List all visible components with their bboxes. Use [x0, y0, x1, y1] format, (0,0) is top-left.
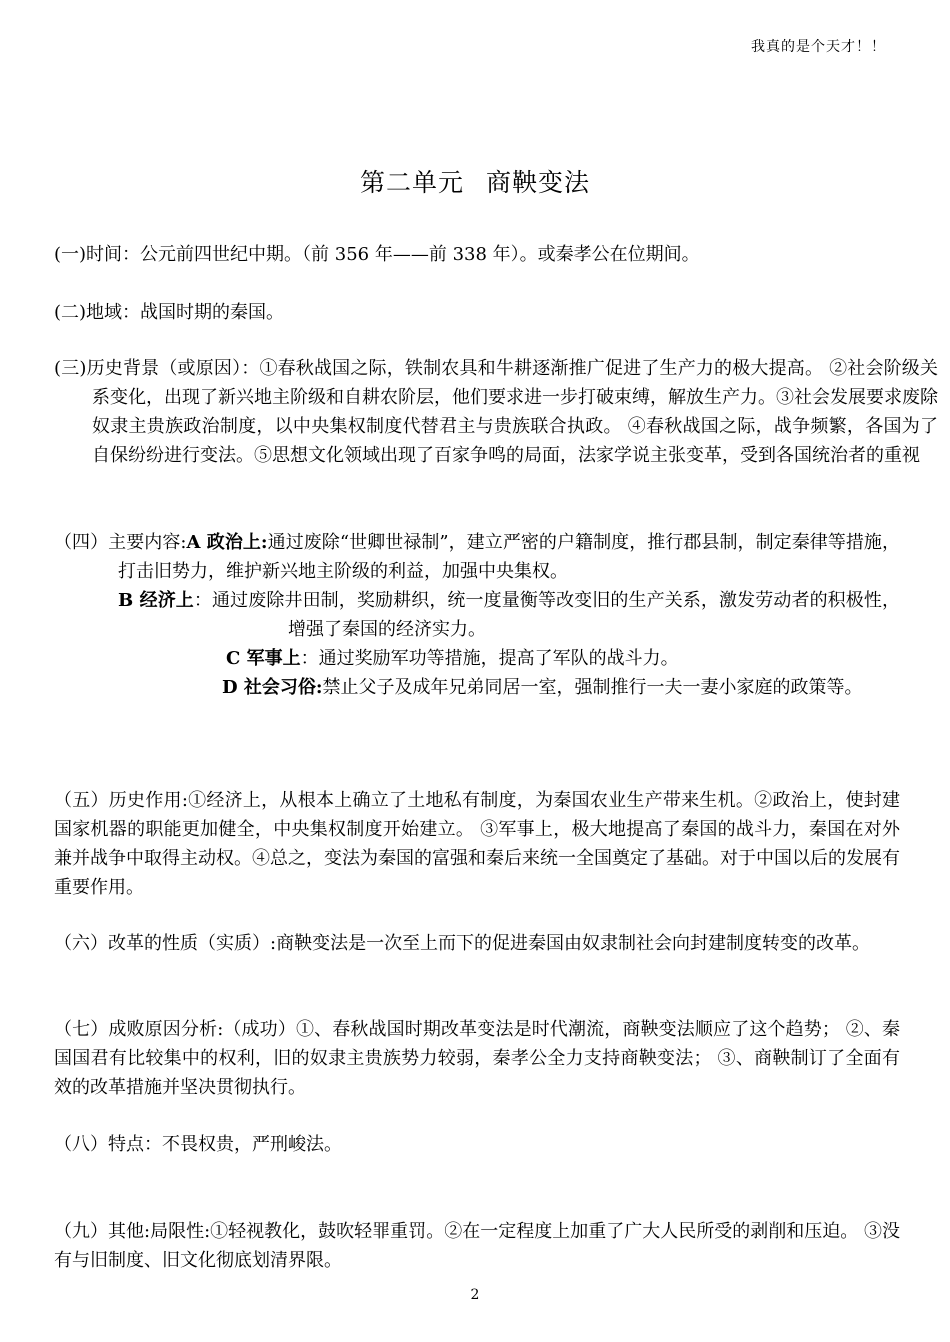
- section-time: (一)时间：公元前四世纪中期。（前 356 年——前 338 年）。或秦孝公在位期间。: [54, 244, 700, 265]
- section-main-content: [54, 528, 900, 702]
- economic-label: B 经济上: [118, 590, 194, 611]
- section-region: (二)地域：战国时期的秦国。: [54, 302, 285, 323]
- political-label: A 政治上:: [186, 532, 268, 553]
- section-features: （八）特点：不畏权贵，严刑峻法。: [54, 1134, 342, 1155]
- page-number: 2: [470, 1287, 480, 1303]
- content-political: [54, 528, 900, 586]
- section-other: （九）其他:局限性:①轻视教化，鼓吹轻罪重罚。②在一定程度上加重了广大人民所受的剥削和压迫。 ③没有与旧制度、旧文化彻底划清界限。: [54, 1221, 900, 1271]
- section-nature: （六）改革的性质（实质）:商鞅变法是一次至上而下的促进秦国由奴隶制社会向封建制度转变的改革。: [54, 933, 871, 954]
- title-unit: 第二单元: [359, 168, 464, 197]
- economic-text: ：通过废除井田制，奖励耕织，统一度量衡等改变旧的生产关系，激发劳动者的积极性，增强了秦国的经济实力。: [193, 590, 901, 640]
- content-economic: [54, 586, 900, 644]
- social-label: D 社会习俗:: [222, 677, 323, 698]
- section-analysis: （七）成败原因分析:（成功）①、春秋战国时期改革变法是时代潮流，商鞅变法顺应了这个趋势； ②、秦国国君有比较集中的权利，旧的奴隶主贵族势力较弱，秦孝公全力支持商鞅变法； ③、商鞅制订了全面有效的改革措施并坚决贯彻执行。: [54, 1019, 900, 1098]
- content-prefix: （四）主要内容:: [54, 532, 187, 553]
- political-text: 通过废除“世卿世禄制”，建立严密的户籍制度，推行郡县制，制定秦律等措施，打击旧势力，维护新兴地主阶级的利益，加强中央集权。: [118, 532, 900, 582]
- military-text: ：通过奖励军功等措施，提高了军队的战斗力。: [300, 648, 679, 669]
- content-social: [54, 673, 900, 702]
- page-title: [0, 163, 950, 199]
- title-topic: 商鞅变法: [486, 168, 591, 197]
- social-text: 禁止父子及成年兄弟同居一室，强制推行一夫一妻小家庭的政策等。: [322, 677, 863, 698]
- military-label: C 军事上: [226, 648, 301, 669]
- section-background: (三)历史背景（或原因）：①春秋战国之际，铁制农具和牛耕逐渐推广促进了生产力的极大提高。 ②社会阶级关系变化，出现了新兴地主阶级和自耕农阶层，他们要求进一步打破束缚，解放生产力。③社会发展要求废除奴隶主贵族政治制度，以中央集权制度代替君主与贵族联合执政。 ④春秋战国之际，战争频繁，各国为了自保纷纷进行变法。⑤思想文化领域出现了百家争鸣的局面，法家学说主张变革，受到各国统治者的重视: [54, 358, 938, 466]
- header-note: 我真的是个天才！！: [751, 39, 886, 55]
- content-military: [54, 644, 900, 673]
- section-effects: （五）历史作用:①经济上，从根本上确立了土地私有制度，为秦国农业生产带来生机。②政治上，使封建国家机器的职能更加健全，中央集权制度开始建立。 ③军事上，极大地提高了秦国的战斗力，秦国在对外兼并战争中取得主动权。④总之，变法为秦国的富强和秦后来统一全国奠定了基础。对于中国以后的发展有重要作用。: [54, 790, 900, 898]
